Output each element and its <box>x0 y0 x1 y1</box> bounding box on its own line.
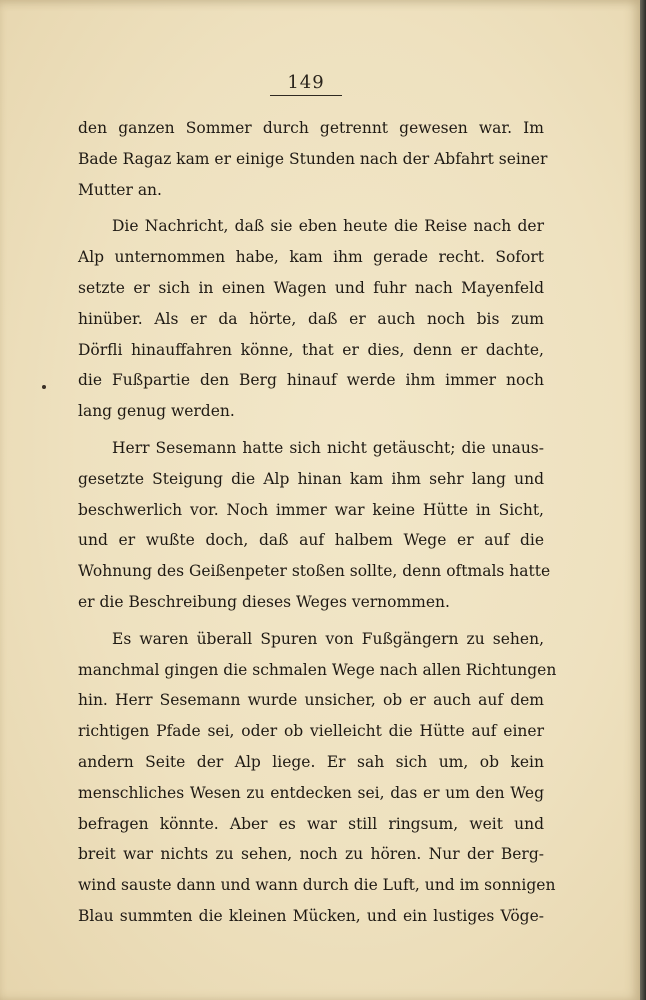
text-line: manchmal gingen die schmalen Wege nach allen Richtungen <box>78 660 557 679</box>
text-line: befragen könnte. Aber es war still ringsum, weit und <box>78 814 544 833</box>
text-line: menschliches Wesen zu entdecken sei, das er um den Weg <box>78 783 544 802</box>
text-line: Dörfli hinauffahren könne, that er dies, denn er dachte, <box>78 340 544 359</box>
text-line: lang genug werden. <box>78 402 235 421</box>
text-line: Mutter an. <box>78 180 162 199</box>
text-line: richtigen Pfade sei, oder ob vielleicht die Hütte auf einer <box>78 722 544 741</box>
text-line: wind sauste dann und wann durch die Luft, und im sonnigen <box>78 876 556 895</box>
ink-speck <box>42 385 46 389</box>
text-line: setzte er sich in einen Wagen und fuhr nach Mayenfeld <box>78 278 544 297</box>
text-line: beschwerlich vor. Noch immer war keine Hütte in Sicht, <box>78 500 544 519</box>
paragraph-4 <box>78 624 557 932</box>
text-line: er die Beschreibung dieses Weges vernommen. <box>78 592 450 611</box>
text-line: Wohnung des Geißenpeter stoßen sollte, denn oftmals hatte <box>78 562 551 581</box>
text-line: Die Nachricht, daß sie eben heute die Reise nach der <box>112 217 544 236</box>
text-line: andern Seite der Alp liege. Er sah sich um, ob kein <box>78 752 544 771</box>
paragraph-3 <box>78 433 551 618</box>
text-line: breit war nichts zu sehen, noch zu hören. Nur der Berg- <box>78 845 544 864</box>
body-text <box>78 113 557 932</box>
text-line: hin. Herr Sesemann wurde unsicher, ob er auch auf dem <box>78 691 544 710</box>
text-line: Es waren überall Spuren von Fußgängern zu sehen, <box>112 629 544 648</box>
page-number-rule <box>270 95 342 96</box>
text-line: Bade Ragaz kam er einige Stunden nach der Abfahrt seiner <box>78 149 548 168</box>
text-line: Blau summten die kleinen Mücken, und ein lustiges Vöge- <box>78 906 544 925</box>
paragraph-2 <box>78 211 544 427</box>
text-line: die Fußpartie den Berg hinauf werde ihm immer noch <box>78 371 544 390</box>
text-line: und er wußte doch, daß auf halbem Wege er auf die <box>78 531 544 550</box>
page-edge-shadow <box>640 0 646 1000</box>
paragraph-1 <box>78 113 548 205</box>
text-line: gesetzte Steigung die Alp hinan kam ihm sehr lang und <box>78 469 544 488</box>
text-line: Herr Sesemann hatte sich nicht getäuscht; die unaus- <box>112 438 544 457</box>
text-line: hinüber. Als er da hörte, daß er auch noch bis zum <box>78 309 544 328</box>
text-line: Alp unternommen habe, kam ihm gerade recht. Sofort <box>78 248 544 267</box>
page-number: 149 <box>287 72 325 93</box>
text-line: den ganzen Sommer durch getrennt gewesen war. Im <box>78 119 544 137</box>
